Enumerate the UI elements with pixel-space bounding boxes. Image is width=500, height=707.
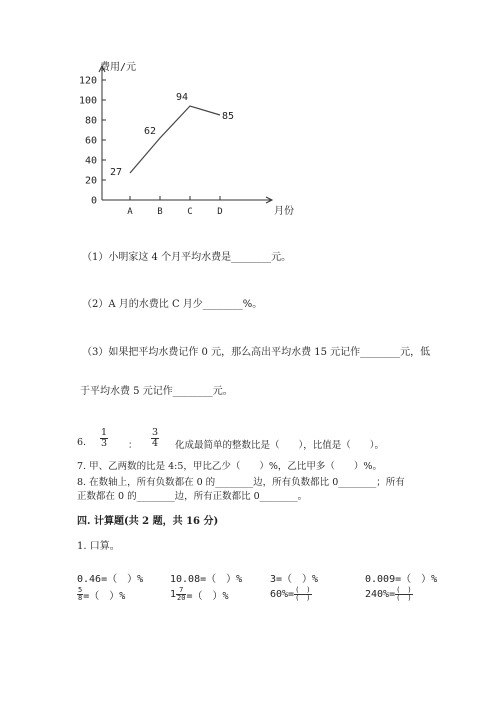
oral-calc-lead: 240%= <box>365 589 396 600</box>
oral-calc-item <box>270 587 312 602</box>
oral-calc-tail: =（ ）% <box>83 591 126 602</box>
oral-calc-tail: =（ ）% <box>186 591 229 602</box>
fraction-numerator: 5 <box>78 586 83 594</box>
section-4-title: 四. 计算题(共 2 题，共 16 分) <box>77 516 219 527</box>
oral-calc-item <box>170 587 229 602</box>
oral-calc-item: 0.46=（ ）% <box>77 574 144 585</box>
x-axis-title: 月份 <box>274 206 294 217</box>
y-tick-label: 0 <box>90 195 97 207</box>
data-label: 62 <box>143 126 157 137</box>
fraction-numerator: 1 <box>101 427 108 438</box>
fraction-denominator: 20 <box>177 594 186 602</box>
x-tick-label: C <box>187 207 193 217</box>
section-4-subtitle: 1. 口算。 <box>77 541 120 552</box>
data-label: 94 <box>175 92 189 103</box>
water-fee-line-chart <box>60 55 294 225</box>
fraction-numerator: 7 <box>176 587 186 595</box>
oral-calc-item <box>77 587 125 602</box>
x-tick-label: B <box>157 207 163 217</box>
y-tick-label: 80 <box>84 115 97 127</box>
question-7: 7. 甲、乙两数的比是 4:5，甲比乙少（ ）%，乙比甲多（ ）%。 <box>77 461 382 472</box>
question-1: （1）小明家这 4 个月平均水费是________元。 <box>82 252 292 263</box>
x-tick-label: D <box>217 207 223 217</box>
question-8-line-2: 正数都在 0 的________边，所有正数都比 0________。 <box>77 491 308 502</box>
fraction-numerator: ( ) <box>396 586 412 594</box>
y-tick-label: 120 <box>78 75 97 87</box>
oral-calc-lead: 60%= <box>270 589 295 600</box>
data-label: 27 <box>109 167 123 178</box>
question-6-colon: ： <box>128 440 138 451</box>
question-3-line-1: （3）如果把平均水费记作 0 元，那么高出平均水费 15 元记作________元，低 <box>82 347 431 358</box>
y-tick-label: 60 <box>84 135 97 147</box>
question-6-text: 化成最简单的整数比是（ ），比值是（ ）。 <box>175 440 385 451</box>
data-label: 85 <box>221 111 235 122</box>
x-tick-label: A <box>127 207 133 217</box>
y-tick-label: 40 <box>84 155 97 167</box>
fraction-denominator: 8 <box>78 594 83 602</box>
oral-calc-item: 3=（ ）% <box>270 574 319 585</box>
question-2: （2）A 月的水费比 C 月少________%。 <box>82 299 263 310</box>
series-line <box>130 106 220 173</box>
fraction-denominator: 3 <box>101 437 108 449</box>
oral-calc-item: 10.08=（ ）% <box>170 574 243 585</box>
question-6-fraction-1 <box>100 428 108 448</box>
question-6-fraction-2 <box>151 428 159 448</box>
question-8-line-1: 8. 在数轴上，所有负数都在 0 的________边，所有负数都比 0________；所有 <box>77 477 405 488</box>
fraction-denominator: ( ) <box>396 594 412 602</box>
fraction-denominator: 4 <box>152 437 159 449</box>
oral-calc-item <box>365 587 413 602</box>
question-6-number: 6. <box>77 437 87 448</box>
y-axis-title: 费用/元 <box>100 62 137 73</box>
y-tick-label: 100 <box>78 95 97 107</box>
oral-calc-item: 0.009=（ ）% <box>365 574 438 585</box>
fraction-numerator: 3 <box>152 427 159 438</box>
fraction-denominator: ( ) <box>295 594 311 602</box>
fraction-numerator: ( ) <box>295 586 311 594</box>
mixed-number-whole: 1 <box>170 589 177 600</box>
y-tick-label: 20 <box>84 175 97 187</box>
question-3-line-2: 于平均水费 5 元记作________元。 <box>80 386 233 397</box>
